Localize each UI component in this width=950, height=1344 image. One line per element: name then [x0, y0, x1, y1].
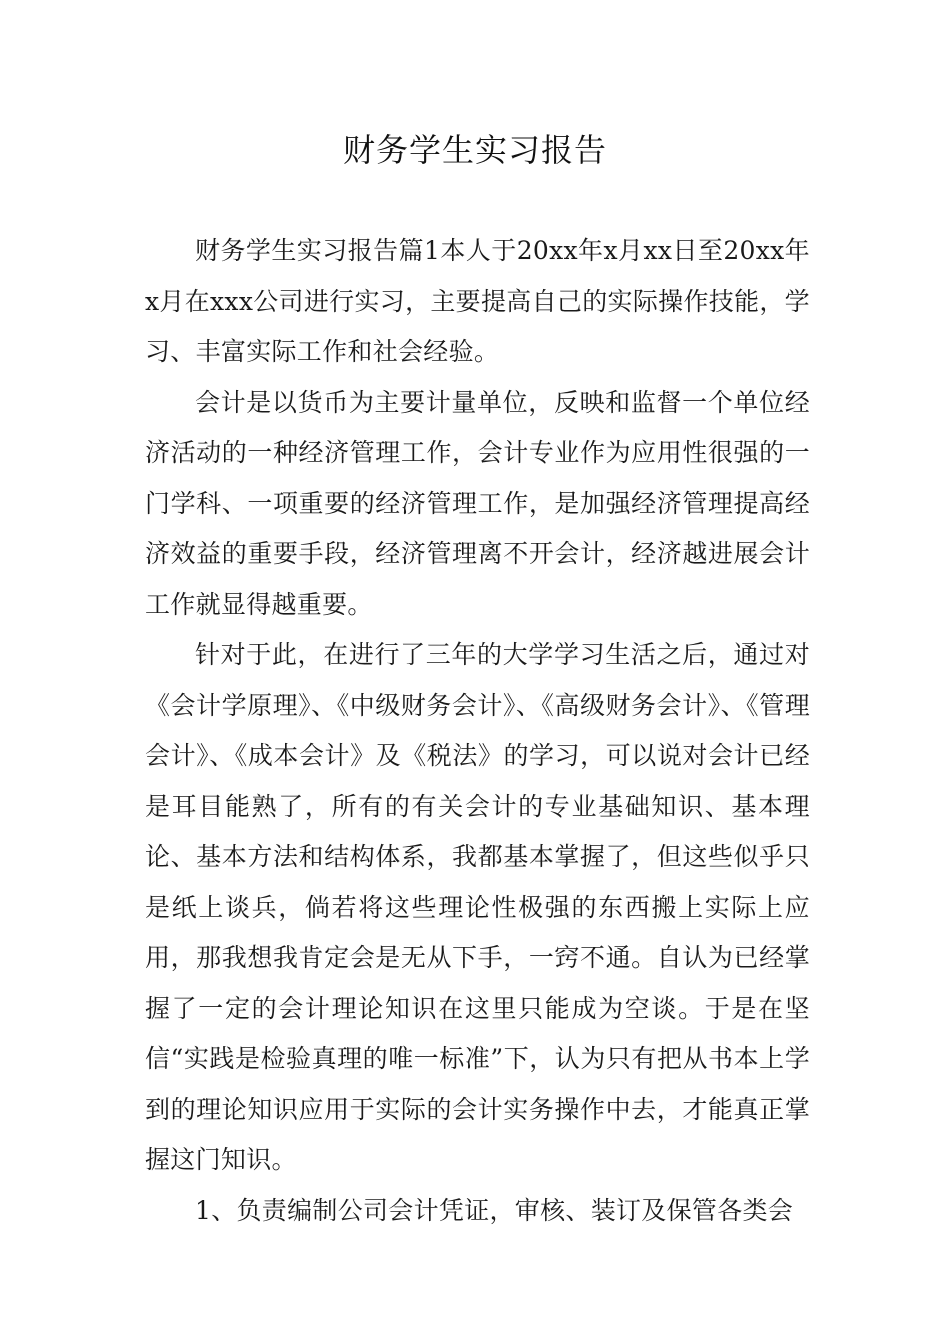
document-body [145, 226, 810, 1236]
paragraph-accounting-definition: 会计是以货币为主要计量单位，反映和监督一个单位经济活动的一种经济管理工作，会计专业作为应用性很强的一门学科、一项重要的经济管理工作，是加强经济管理提高经济效益的重要手段，经济管理离不开会计，经济越进展会计工作就显得越重要。 [145, 387, 810, 619]
paragraph-intro: 财务学生实习报告篇1本人于20xx年x月xx日至20xx年x月在xxx公司进行实习，主要提高自己的实际操作技能，学习、丰富实际工作和社会经验。 [145, 236, 810, 366]
document-title: 财务学生实习报告 [342, 131, 607, 169]
paragraph-study-background: 针对于此，在进行了三年的大学学习生活之后，通过对《会计学原理》、《中级财务会计》、《高级财务会计》、《管理会计》、《成本会计》及《税法》的学习，可以说对会计已经是耳目能熟了，所有的有关会计的专业基础知识、基本理论、基本方法和结构体系，我都基本掌握了，但这些似乎只是纸上谈兵，倘若将这些理论性极强的东西搬上实际上应用，那我想我肯定会是无从下手，一窍不通。自认为已经掌握了一定的会计理论知识在这里只能成为空谈。于是在坚信“实践是检验真理的唯一标准”下，认为只有把从书本上学到的理论知识应用于实际的会计实务操作中去，才能真正掌握这门知识。 [145, 640, 810, 1174]
paragraph-duty-1: 1、负责编制公司会计凭证，审核、装订及保管各类会 [195, 1195, 794, 1225]
